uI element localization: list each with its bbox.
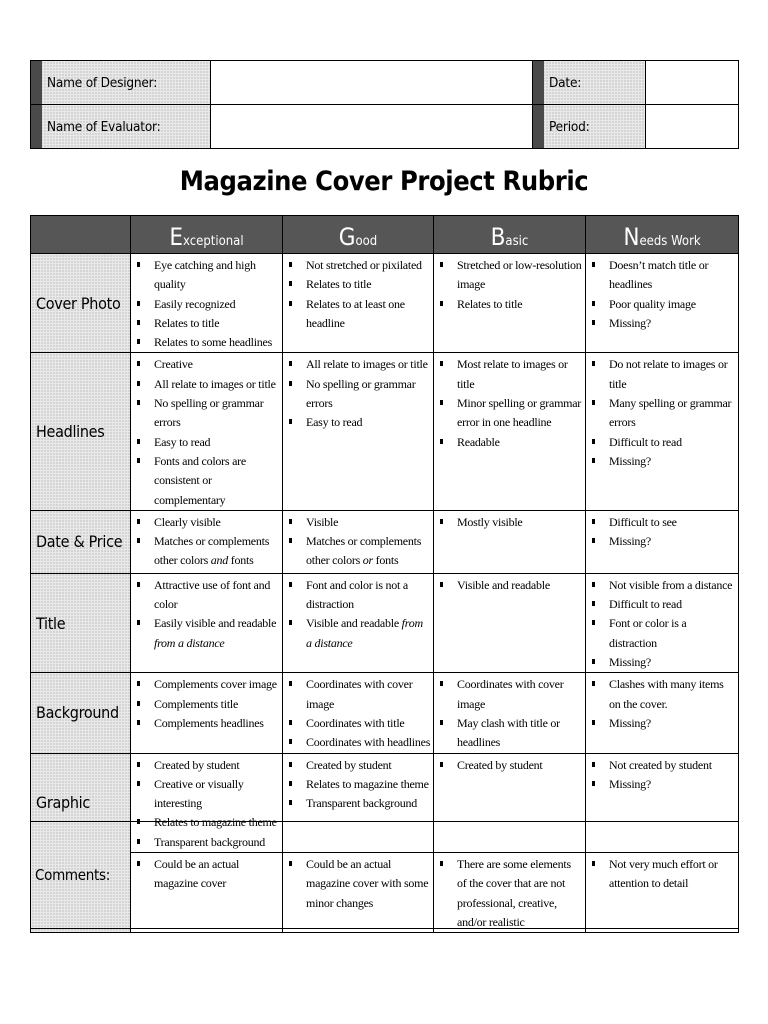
text-emphasis: and — [210, 553, 228, 568]
header-info-table — [30, 60, 739, 149]
list-item: Relates to title — [440, 295, 583, 314]
list-item: Eye catching and high quality — [137, 256, 280, 295]
list-item: Missing? — [592, 653, 736, 672]
list-item: Visible — [289, 513, 431, 532]
cell-good — [283, 254, 434, 353]
criterion-cover-photo: Cover Photo — [31, 254, 131, 353]
list-item: Attractive use of font and color — [137, 576, 280, 615]
list-item: Missing? — [592, 314, 736, 333]
list-item: Could be an actual magazine cover — [137, 855, 280, 894]
criterion-graphic: Graphic — [31, 753, 131, 852]
criterion-headlines: Headlines — [31, 353, 131, 510]
list-item: Readable — [440, 433, 583, 452]
rubric-row-background — [31, 673, 739, 753]
list-item: Doesn’t match title or headlines — [592, 256, 736, 295]
list-item: Missing? — [592, 532, 736, 551]
cell-exceptional — [131, 254, 283, 353]
text-part: Matches or complements other colors — [154, 534, 270, 568]
rubric-row-headlines — [31, 353, 739, 510]
list-item: Clashes with many items on the cover. — [592, 675, 736, 714]
cell-exceptional — [131, 510, 283, 573]
header-corner — [31, 216, 131, 254]
list-item: Mostly visible — [440, 513, 583, 532]
list-item: Easy to read — [289, 413, 431, 432]
header-initial: N — [623, 223, 640, 251]
list-item: Difficult to read — [592, 433, 736, 452]
period-field[interactable] — [646, 105, 739, 149]
list-item: Relates to magazine theme — [137, 813, 280, 832]
list-item: All relate to images or title — [289, 355, 431, 374]
list-item: Difficult to see — [592, 513, 736, 532]
header-good — [283, 216, 434, 254]
list-item: There are some elements of the cover that are not professional, creative, and/or realistic — [440, 855, 583, 932]
comments-table — [30, 821, 739, 929]
cell-needs-work — [586, 673, 739, 753]
text-part: Matches or complements other colors — [306, 534, 422, 568]
cell-basic — [434, 673, 586, 753]
text-part: Easily visible and readable — [154, 616, 277, 631]
list-item: Clearly visible — [137, 513, 280, 532]
evaluator-field[interactable] — [211, 105, 533, 149]
list-item: No spelling or grammar errors — [137, 394, 280, 433]
text-emphasis: from a distance — [154, 635, 225, 650]
list-item: Coordinates with title — [289, 714, 431, 733]
header-initial: G — [338, 223, 356, 251]
list-item: Missing? — [592, 775, 736, 794]
list-item: Many spelling or grammar errors — [592, 394, 736, 433]
rubric-header-row — [31, 216, 739, 254]
list-item: Creative or visually interesting — [137, 775, 280, 814]
list-item: Transparent background — [289, 794, 431, 813]
list-item: Not visible from a distance — [592, 576, 736, 595]
list-item: Missing? — [592, 452, 736, 471]
list-item: Relates to title — [289, 275, 431, 294]
list-item: Created by student — [137, 756, 280, 775]
list-item: All relate to images or title — [137, 375, 280, 394]
list-item: Easily recognized — [137, 295, 280, 314]
header-exceptional — [131, 216, 283, 254]
list-item: Most relate to images or title — [440, 355, 583, 394]
list-item: Easy to read — [137, 433, 280, 452]
header-rest: eeds Work — [639, 234, 701, 249]
list-item: Not stretched or pixilated — [289, 256, 431, 275]
list-item: Complements cover image — [137, 675, 280, 694]
list-item: Relates to at least one headline — [289, 295, 431, 334]
text-emphasis: or — [362, 553, 373, 568]
list-item: Poor quality image — [592, 295, 736, 314]
cell-good — [283, 673, 434, 753]
list-item: Difficult to read — [592, 595, 736, 614]
cell-needs-work — [586, 573, 739, 672]
evaluator-label: Name of Evaluator: — [31, 105, 211, 149]
list-item — [289, 532, 431, 571]
list-item: Relates to magazine theme — [289, 775, 431, 794]
list-item: May clash with title or headlines — [440, 714, 583, 753]
cell-basic — [434, 254, 586, 353]
header-rest: ood — [355, 234, 378, 249]
rubric-row-title — [31, 573, 739, 672]
list-item: Not very much effort or attention to detail — [592, 855, 736, 894]
comments-label: Comments: — [31, 822, 131, 929]
list-item — [137, 614, 280, 653]
comments-field[interactable] — [131, 822, 739, 929]
text-emphasis: from a distance — [306, 616, 423, 650]
period-label: Period: — [533, 105, 646, 149]
list-item: Visible and readable — [440, 576, 583, 595]
list-item: Missing? — [592, 714, 736, 733]
date-label: Date: — [533, 61, 646, 105]
header-rest: asic — [505, 234, 529, 249]
list-item: Not created by student — [592, 756, 736, 775]
list-item: No spelling or grammar errors — [289, 375, 431, 414]
cell-basic — [434, 573, 586, 672]
list-item: Minor spelling or grammar error in one headline — [440, 394, 583, 433]
list-item: Coordinates with cover image — [440, 675, 583, 714]
cell-good — [283, 510, 434, 573]
list-item: Fonts and colors are consistent or complementary — [137, 452, 280, 510]
cell-basic — [434, 510, 586, 573]
criterion-background: Background — [31, 673, 131, 753]
designer-label: Name of Designer: — [31, 61, 211, 105]
text-part: fonts — [227, 553, 254, 568]
cell-exceptional — [131, 573, 283, 672]
header-needs-work — [586, 216, 739, 254]
list-item: Relates to title — [137, 314, 280, 333]
list-item — [289, 614, 431, 653]
text-part: fonts — [372, 553, 399, 568]
header-initial: E — [169, 223, 184, 251]
rubric-row-cover-photo — [31, 254, 739, 353]
cell-good — [283, 573, 434, 672]
rubric-row-date-price — [31, 510, 739, 573]
list-item: Created by student — [440, 756, 583, 775]
list-item: Creative — [137, 355, 280, 374]
list-item: Coordinates with headlines — [289, 733, 431, 752]
cell-needs-work — [586, 510, 739, 573]
list-item: Stretched or low-resolution image — [440, 256, 583, 295]
date-field[interactable] — [646, 61, 739, 105]
designer-field[interactable] — [211, 61, 533, 105]
list-item: Font or color is a distraction — [592, 614, 736, 653]
cell-basic — [434, 353, 586, 510]
list-item: Complements title — [137, 695, 280, 714]
list-item: Transparent background — [137, 833, 280, 852]
text-part: Visible and readable — [306, 616, 402, 631]
cell-exceptional — [131, 353, 283, 510]
list-item — [137, 532, 280, 571]
list-item: Could be an actual magazine cover with some minor changes — [289, 855, 431, 913]
list-item: Do not relate to images or title — [592, 355, 736, 394]
header-rest: xceptional — [183, 234, 244, 249]
cell-needs-work — [586, 254, 739, 353]
criterion-date-price: Date & Price — [31, 510, 131, 573]
cell-good — [283, 353, 434, 510]
criterion-title: Title — [31, 573, 131, 672]
page-title: Magazine Cover Project Rubric — [179, 166, 589, 197]
list-item: Coordinates with cover image — [289, 675, 431, 714]
list-item: Created by student — [289, 756, 431, 775]
list-item: Complements headlines — [137, 714, 280, 733]
header-basic — [434, 216, 586, 254]
cell-needs-work — [586, 353, 739, 510]
list-item: Font and color is not a distraction — [289, 576, 431, 615]
list-item: Relates to some headlines — [137, 333, 280, 352]
cell-exceptional — [131, 673, 283, 753]
header-initial: B — [490, 223, 506, 251]
